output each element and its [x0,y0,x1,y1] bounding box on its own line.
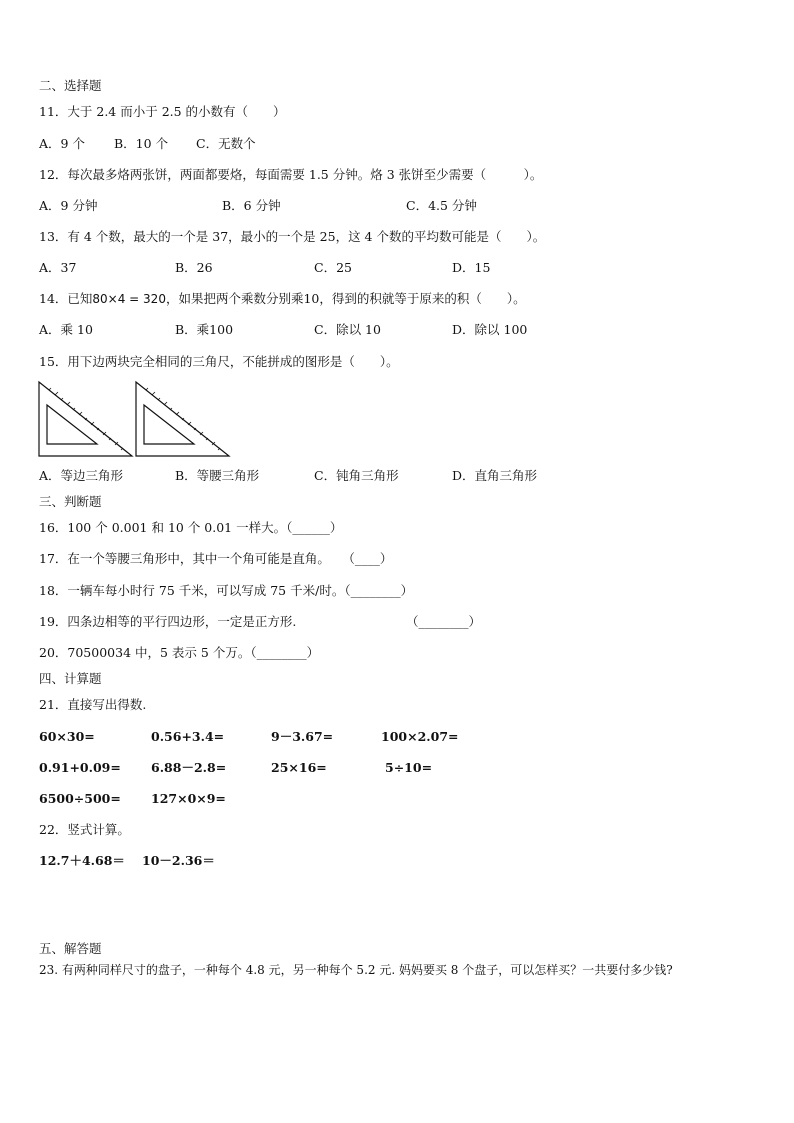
question-19-blank: （________） [406,614,482,629]
q22-item-2: 10－2.36＝ [142,853,215,868]
q12-option-c: C．4.5 分钟 [406,198,477,213]
q12-option-a: A．9 分钟 [39,198,98,213]
q21-item-8: 5÷10= [385,760,433,775]
q15-option-d: D．直角三角形 [452,468,538,483]
triangle-ruler-1 [38,380,134,458]
q14-option-d: D．除以 100 [452,322,528,337]
q11-option-a: A．9 个 [39,136,85,151]
q21-item-1: 60×30= [39,729,95,744]
q14-equation: 80×4 = 320 [92,292,166,306]
q13-option-b: B．26 [175,260,213,275]
question-21-stem: 21．直接写出得数. [39,697,147,712]
section-title-choice: 二、选择题 [39,78,102,93]
q11-option-b: B．10 个 [114,136,169,151]
question-15-stem: 15．用下边两块完全相同的三角尺，不能拼成的图形是（ ）。 [39,354,399,369]
section-title-judge: 三、判断题 [39,494,102,509]
q13-option-c: C．25 [314,260,352,275]
q12-option-b: B．6 分钟 [222,198,281,213]
question-22-stem: 22．竖式计算。 [39,822,130,837]
q15-option-b: B．等腰三角形 [175,468,260,483]
q21-item-3: 9－3.67= [271,729,334,744]
question-19: 19．四条边相等的平行四边形，一定是正方形. [39,614,297,629]
section-title-solve: 五、解答题 [39,941,102,956]
question-13-stem: 13．有 4 个数，最大的一个是 37，最小的一个是 25，这 4 个数的平均数可能是（ ）。 [39,229,546,244]
q13-option-d: D．15 [452,260,491,275]
q14-option-b: B．乘100 [175,322,234,337]
q22-item-1: 12.7＋4.68＝ [39,853,125,868]
question-12-stem: 12．每次最多烙两张饼，两面都要烙，每面需要 1.5 分钟。烙 3 张饼至少需要（ ）。 [39,167,543,182]
q15-option-c: C．钝角三角形 [314,468,399,483]
question-14-stem [39,291,526,307]
q14-option-a: A．乘 10 [39,322,93,337]
q15-option-a: A．等边三角形 [39,468,124,483]
q14-stem-suffix: ，如果把两个乘数分别乘10，得到的积就等于原来的积（ ）。 [165,291,526,306]
triangle-ruler-2 [135,380,231,458]
question-11-stem: 11．大于 2.4 而小于 2.5 的小数有（ ） [39,104,286,119]
q14-stem-prefix: 14．已知 [39,291,93,306]
question-18: 18．一辆车每小时行 75 千米，可以写成 75 千米/时。（________） [39,583,414,598]
q21-item-6: 6.88－2.8= [151,760,227,775]
q14-option-c: C．除以 10 [314,322,381,337]
q21-item-9: 6500÷500= [39,791,121,806]
question-17: 17．在一个等腰三角形中，其中一个角可能是直角。 （____） [39,551,393,566]
question-16: 16．100 个 0.001 和 10 个 0.01 一样大。（______） [39,520,343,535]
q13-option-a: A．37 [39,260,77,275]
q21-item-10: 127×0×9= [151,791,226,806]
question-20: 20．70500034 中，5 表示 5 个万。（________） [39,645,320,660]
q11-option-c: C．无数个 [196,136,256,151]
q21-item-5: 0.91+0.09= [39,760,121,775]
question-23: 23. 有两种同样尺寸的盘子，一种每个 4.8 元，另一种每个 5.2 元. 妈妈要买 8 个盘子，可以怎样买？一共要付多少钱? [39,963,673,977]
q21-item-7: 25×16= [271,760,327,775]
section-title-calc: 四、计算题 [39,671,102,686]
q21-item-2: 0.56+3.4= [151,729,225,744]
q21-item-4: 100×2.07= [381,729,459,744]
